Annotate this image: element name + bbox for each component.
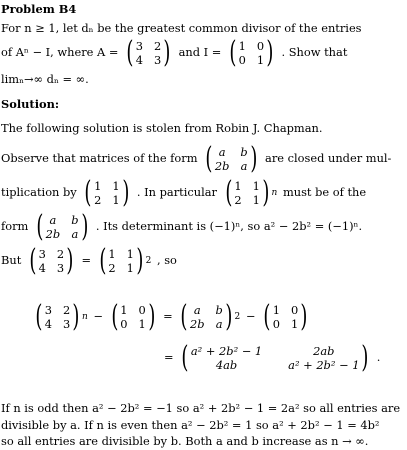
matrix-base-power-n: ( 1 1 2 1 ) n (224, 175, 278, 210)
matrix-form: ( a b 2b a ) (36, 209, 88, 244)
solution-text: , so (156, 253, 177, 267)
statement-line-2 (1, 35, 348, 70)
solution-credit: The following solution is stolen from Robin J. Chapman. (1, 121, 323, 135)
matrix-a: ( 3 2 4 3 ) (126, 35, 171, 70)
equals-sign: = (81, 253, 92, 267)
matrix-base-squared: ( 1 1 2 1 ) 2 (99, 243, 152, 278)
solution-para-1 (1, 141, 392, 176)
minus-sign: − (93, 309, 103, 323)
solution-text: . In particular (136, 185, 217, 199)
equation-row-2: = ( a² + 2b² − 1 2ab 4ab a² + 2b² − 1 ) . (164, 340, 381, 375)
statement-line-3: limₙ→∞ dₙ = ∞. (1, 72, 89, 86)
matrix-i: ( 1 0 0 1 ) (110, 299, 156, 334)
statement-text-c: . Show that (281, 45, 348, 59)
statement-line-1: For n ≥ 1, let dₙ be the greatest common divisor of the entries (1, 21, 362, 35)
solution-text: tiplication by (1, 185, 77, 199)
matrix-base: ( 1 1 2 1 ) (84, 175, 129, 210)
conclusion-line-3: so all entries are divisible by b. Both a and b increase as n → ∞. (1, 434, 369, 448)
statement-text-b: and I = (178, 45, 222, 59)
solution-text: Observe that matrices of the form (1, 151, 198, 165)
matrix-a: ( 3 2 4 3 ) (29, 243, 74, 278)
statement-text-a: of Aⁿ − I, where A = (1, 45, 119, 59)
solution-text: form (1, 219, 29, 233)
result-matrix: ( a² + 2b² − 1 2ab 4ab a² + 2b² − 1 ) (181, 340, 369, 375)
matrix-i-grid: 1 0 0 1 (238, 38, 265, 67)
solution-para-2 (1, 175, 367, 210)
minus-sign: − (245, 309, 256, 323)
equals-sign: = (164, 350, 174, 364)
matrix-form-squared: ( a b 2b a ) 2 (180, 299, 241, 334)
matrix-a-grid: 3 2 4 3 (135, 38, 162, 67)
conclusion-line-1: If n is odd then a² − 2b² = −1 so a² + 2b² − 1 = 2a² so all entries are (1, 401, 401, 415)
conclusion-line-2: divisible by a. If n is even then a² − 2b² = 1 so a² + 2b² − 1 = 4b² (1, 418, 380, 432)
solution-text: . Its determinant is (−1)ⁿ, so a² − 2b² = (−1)ⁿ. (95, 219, 363, 233)
problem-title: Problem B4 (1, 2, 77, 16)
matrix-i: ( 1 0 0 1 ) (263, 299, 308, 334)
solution-text: are closed under mul- (265, 151, 392, 165)
solution-para-3 (1, 209, 363, 244)
equals-sign: = (163, 309, 173, 323)
matrix-form: ( a b 2b a ) (205, 141, 258, 176)
equation-row-1 (31, 299, 312, 334)
solution-text: must be of the (282, 185, 367, 199)
solution-text: But (1, 253, 22, 267)
matrix-a: ( 3 2 4 3 ) n (35, 299, 88, 334)
solution-para-4 (1, 243, 177, 278)
matrix-i: ( 1 0 0 1 ) (229, 35, 274, 70)
solution-title: Solution: (1, 97, 60, 111)
